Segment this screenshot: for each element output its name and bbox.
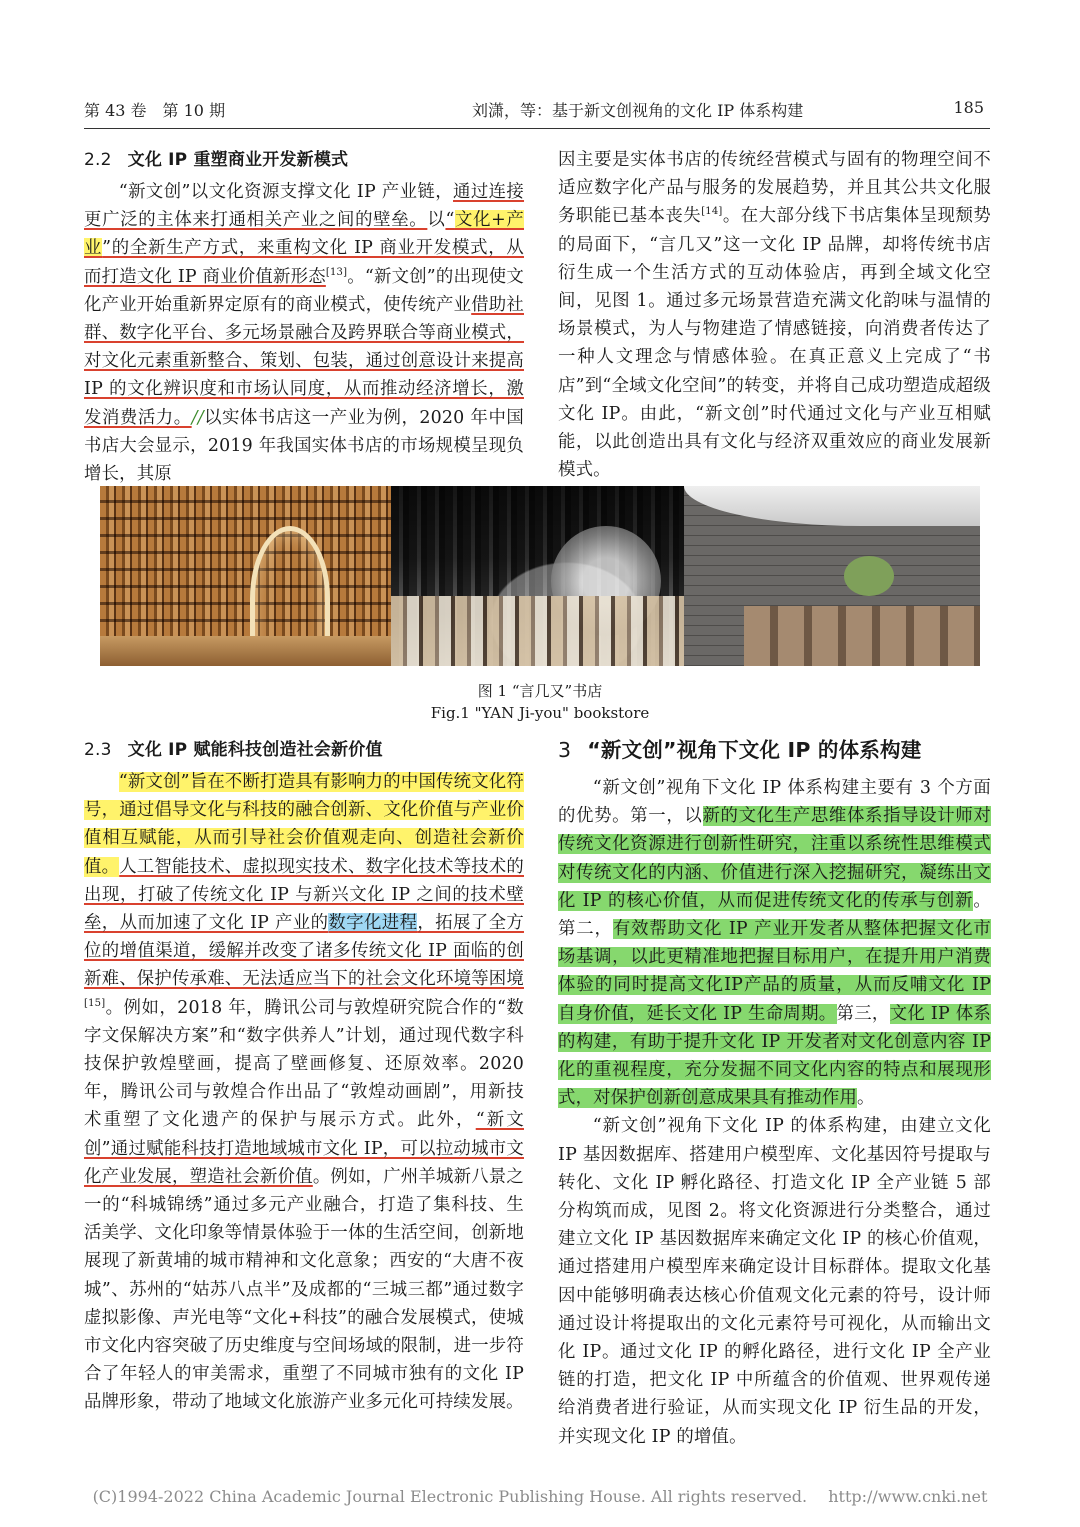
figure-caption-zh: 图 1 “言几又”书店 [477, 682, 603, 700]
section-2-3-heading [84, 736, 524, 764]
annotated-underline: 借助社群、数字化平台、多元场景融合及跨界联合等商业模式，对文化元素重新整合、策划、包装，通过创意设计来提高 IP 的文化辨识度和市场认同度，从而推动经济增长，激发消费活力。 [84, 294, 524, 428]
section-number: 3 [558, 738, 572, 762]
bookstore-photo-interior [391, 486, 684, 666]
annotated-highlight: 文化 IP 体系的构建，有助于提升文化 IP 开发者对文化创意内容 IP 化的重视程度，充分发掘不同文化内容的特点和展现形式，对保护创新创意成果具有推动作用 [558, 1003, 991, 1109]
pencil-mark: // [191, 407, 204, 428]
running-header [84, 98, 984, 128]
copyright-text: (C)1994-2022 China Academic Journal Electronic Publishing House. All rights reserved. [92, 1487, 808, 1506]
section-title: 文化 IP 重塑商业开发新模式 [127, 150, 349, 170]
citation: [13] [325, 266, 348, 278]
paragraph: “新文创”旨在不断打造具有影响力的中国传统文化符号，通过倡导文化与科技的融合创新、文化价值与产业价值相互赋能，从而引导社会价值观走向、创造社会新价值。人工智能技术、虚拟现实技术、数字化技术等技术的出现，打破了传统文化 IP 与新兴文化 IP 之间的技术壁垒，从而加速了文化 IP 产业的数字化进程，拓展了全方位的增值渠道，缓解并改变了诸多传统文化 IP 面临的创新难、保护传承难、无法适应当下的社会文化环境等困境[15]。例如，2018 年，腾讯公司与敦煌研究院合作的“数字文保解决方案”和“数字供养人”计划，通过现代数字科技保护敦煌壁画，提高了壁画修复、还原效率。2020 年，腾讯公司与敦煌合作出品了“敦煌动画剧”，用新技术重塑了文化遗产的保护与展示方式。此外，“新文创”通过赋能科技打造地域城市文化 IP，可以拉动城市文化产业发展，塑造社会新价值。例如，广州羊城新八景之一的“科城锦绣”通过多元产业融合，打造了集科技、生活美学、文化印象等情景体验于一体的生活空间，创新地展现了新黄埔的城市精神和文化意象；西安的“大唐不夜城”、苏州的“姑苏八点半”及成都的“三城三都”通过数字虚拟影像、声光电等“文化+科技”的融合发展模式，使城市文化内容突破了历史维度与空间场域的限制，进一步符合了年轻人的审美需求，重塑了不同城市独有的文化 IP 品牌形象，带动了地域文化旅游产业多元化可持续发展。 [84, 772, 525, 1413]
section-2-2 [84, 146, 524, 488]
section-2-2-continued [558, 146, 991, 484]
page-number: 185 [953, 98, 984, 117]
section-number: 2.3 [84, 740, 112, 760]
paragraph: “新文创”视角下文化 IP 体系构建主要有 3 个方面的优势。第一，以新的文化生产思维体系指导设计师对传统文化资源进行创新性研究，注重以系统性思维模式对传统文化的内涵、价值进行深入挖掘研究，凝练出文化 IP 的核心价值，从而促进传统文化的传承与创新。第二，有效帮助文化 IP 产业开发者从整体把握文化市场基调，以此更精准地把握目标用户，在提升用户消费体验的同时提高文化IP产品的质量，从而反哺文化 IP 自身价值，延长文化 IP 生命周期。第三，文化 IP 体系的构建，有助于提升文化 IP 开发者对文化创意内容 IP 化的重视程度，充分发掘不同文化内容的特点和展现形式，对保护创新创意成果具有推动作用。 [558, 778, 992, 1109]
figure-1-photos [100, 486, 980, 666]
annotated-underline: “新文创”通过赋能科技打造地域城市文化 IP，可以拉动城市文化产业发展，塑造社会新价值 [84, 1110, 524, 1187]
citation: [14] [701, 206, 723, 218]
section-title: “新文创”视角下文化 IP 的体系构建 [587, 738, 922, 762]
paragraph: 因主要是实体书店的传统经营模式与固有的物理空间不适应数字化产品与服务的发展趋势，并且其公共文化服务职能已基本丧失[14]。在大部分线下书店集体呈现颓势的局面下，“言几又”这一文化 IP 品牌，却将传统书店衍生成一个生活方式的互动体验店，再到全域文化空间，见图 1。通过多元场景营造充满文化韵味与温情的场景模式，为人与物建造了情感链接，向消费者传达了一种人文理念与情感体验。在真正意义上完成了“书店”到“全域文化空间”的转变，并将自己成功塑造成超级文化 IP。由此，“新文创”时代通过文化与产业互相赋能，以此创造出具有文化与经济双重效应的商业发展新模式。 [558, 150, 991, 481]
footer-link[interactable]: http://www.cnki.net [828, 1487, 988, 1506]
header-rule [84, 128, 990, 129]
section-3 [558, 734, 991, 1451]
section-2-3 [84, 736, 524, 1417]
annotated-underline: “文化+产业”的全新生产方式，来重构文化 IP 商业开发模式，从而打造文化 IP 商业价值新形态 [84, 210, 524, 287]
section-title: 文化 IP 赋能科技创造社会新价值 [127, 740, 383, 760]
annotated-highlight: “新文创”旨在不断打造具有影响力的中国传统文化符号，通过倡导文化与科技的融合创新、文化价值与产业价值相互赋能，从而引导社会价值观走向、创造社会新价值。 [84, 772, 524, 877]
journal-volume: 第 43 卷 第 10 期 [84, 101, 226, 120]
section-number: 2.2 [84, 150, 112, 170]
paragraph: “新文创”以文化资源支撑文化 IP 产业链，通过连接更广泛的主体来打通相关产业之间的壁垒。以“文化+产业”的全新生产方式，来重构文化 IP 商业开发模式，从而打造文化 IP 商业价值新形态[13]。“新文创”的出现使文化产业开始重新界定原有的商业模式，使传统产业借助社群、数字化平台、多元场景融合及跨界联合等商业模式，对文化元素重新整合、策划、包装，通过创意设计来提高 IP 的文化辨识度和市场认同度，从而推动经济增长，激发消费活力。//以实体书店这一产业为例，2020 年中国书店大会显示，2019 年我国实体书店的市场规模呈现负增长，其原 [84, 182, 525, 485]
annotated-underline: 人工智能技术、虚拟现实技术、数字化技术等技术的出现，打破了传统文化 IP 与新兴文化 IP 之间的技术壁垒，从而加速了文化 IP 产业的数字化进程，拓展了全方位的增值渠道，缓解并改变了诸多传统文化 IP 面临的创新难、保护传承难、无法适应当下的社会文化环境等困境 [84, 856, 524, 990]
annotated-highlight: 文化+产业 [84, 210, 524, 259]
paragraph: “新文创”视角下文化 IP 的体系构建，由建立文化 IP 基因数据库、搭建用户模型库、文化基因符号提取与转化、文化 IP 孵化路径、打造文化 IP 全产业链 5 部分构筑而成，见图 2。将文化资源进行分类整合，通过建立文化 IP 基因数据库来确定文化 IP 的核心价值观，通过搭建用户模型库来确定设计目标群体。提取文化基因中能够明确表达核心价值观文化元素的符号，设计师通过设计将提取出的文化元素符号可视化，从而输出文化 IP。通过文化 IP 的孵化路径，进行文化 IP 全产业链的打造，把文化 IP 中所蕴含的价值观、世界观传递给消费者进行验证，从而实现文化 IP 衍生品的开发，并实现文化 IP 的增值。 [558, 1116, 991, 1447]
copyright-footer [0, 1487, 1080, 1506]
annotated-underline: 通过连接更广泛的主体来打通相关产业之间的壁垒。 [84, 182, 525, 231]
citation: [15] [84, 997, 106, 1009]
bookstore-photo-cafe [684, 486, 980, 666]
running-title: 刘潇，等：基于新文创视角的文化 IP 体系构建 [472, 101, 804, 120]
annotated-highlight: 有效帮助文化 IP 产业开发者从整体把握文化市场基调，以此更精准地把握目标用户，在提升用户消费体验的同时提高文化IP产品的质量，从而反哺文化 IP 自身价值，延长文化 IP 生命周期。 [558, 919, 991, 1024]
section-2-2-heading [84, 146, 524, 174]
annotated-highlight: 数字化进程 [328, 913, 418, 934]
annotated-highlight: 新的文化生产思维体系指导设计师对传统文化资源进行创新性研究，注重以系统性思维模式对传统文化的内涵、价值进行深入挖掘研究，凝练出文化 IP 的核心价值，从而促进传统文化的传承与创新 [558, 806, 992, 911]
section-3-heading [558, 734, 991, 766]
bookstore-photo-shelves [100, 486, 391, 666]
figure-caption-en: Fig.1 "YAN Ji-you" bookstore [430, 704, 650, 722]
